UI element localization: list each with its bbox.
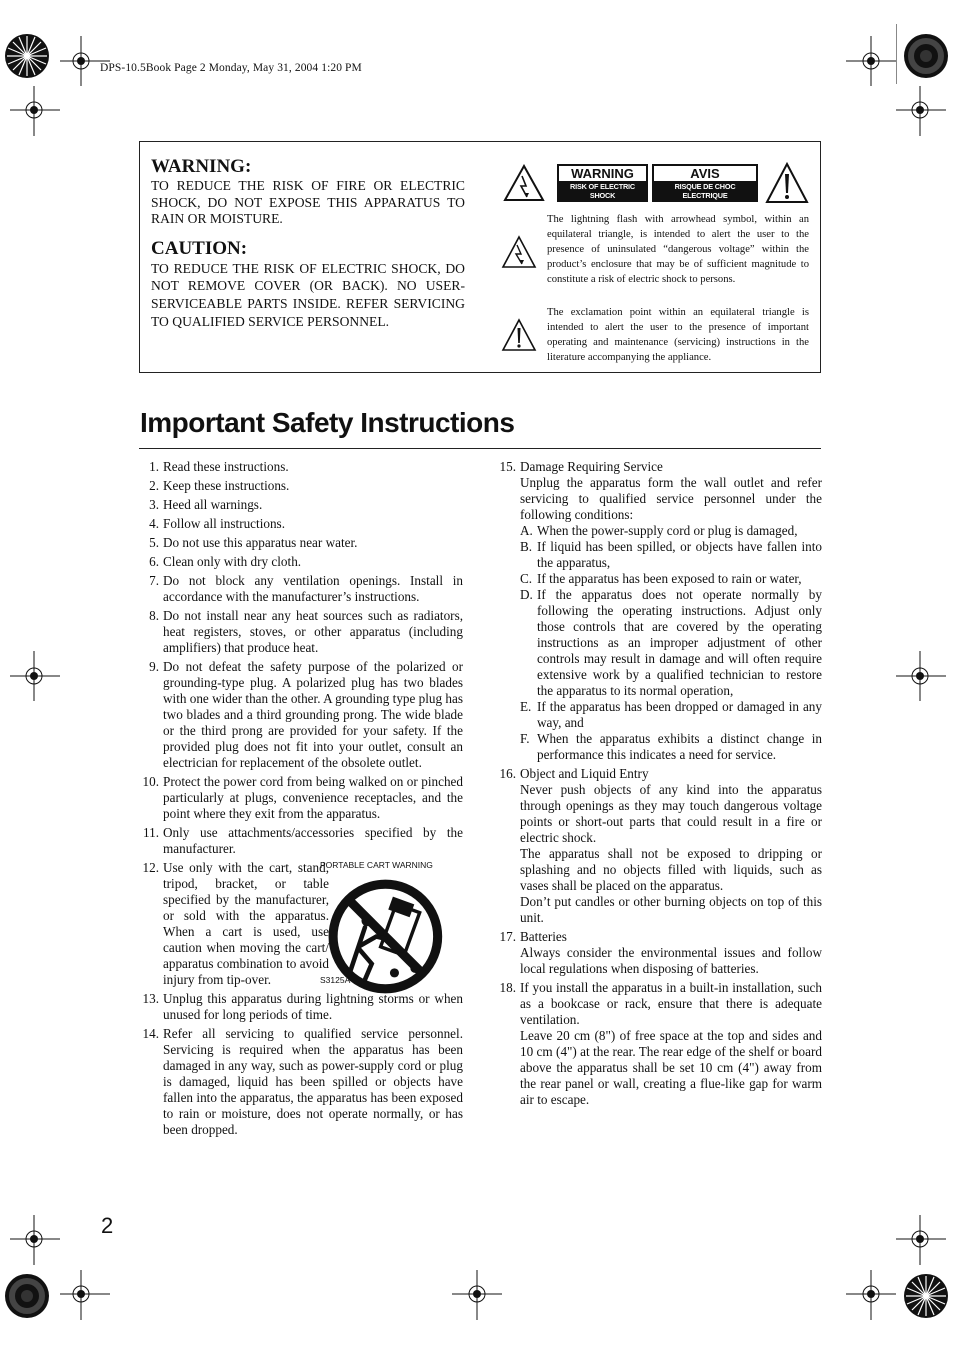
lightning-triangle-icon [503, 164, 545, 202]
print-slug: DPS-10.5Book Page 2 Monday, May 31, 2004 1:20 PM [100, 62, 362, 74]
crosshair-mark-left-middle [10, 651, 60, 701]
item-title: Batteries [520, 929, 567, 944]
item-text: Do not defeat the safety purpose of the polarized or grounding-type plug. A polarized plug has two blades with one wider than the other. A grounding type plug has two blades and a third grounding prong. The wide blade or the third prong are provided for your safety. If the provided plug does not fit into your outlet, consult an electrician for replacement of the obsolete outlet. [163, 659, 463, 770]
list-item [140, 991, 463, 1023]
registration-mark-bottom-left [0, 1268, 60, 1328]
condition-item [520, 571, 822, 587]
warning-label [557, 164, 648, 209]
crosshair-mark-top-right [846, 36, 896, 86]
exclamation-triangle-icon [765, 162, 809, 204]
title-rule [139, 448, 821, 449]
item-text: Unplug this apparatus during lightning storms or when unused for long periods of time. [163, 991, 463, 1022]
crosshair-mark-left-bottom [10, 1215, 60, 1265]
warning-caution-column [151, 156, 465, 330]
list-item [140, 774, 463, 822]
list-item [140, 497, 463, 513]
avis-label-title: AVIS [654, 166, 756, 181]
condition-letter: F. [520, 731, 530, 746]
item-text: Clean only with dry cloth. [163, 554, 302, 569]
item-number: 1. [149, 459, 159, 474]
list-item [140, 1026, 463, 1138]
item-text: Unplug the apparatus form the wall outlet and refer servicing to qualified service personnel under the following conditions: [520, 475, 822, 522]
condition-letter: A. [520, 523, 533, 538]
condition-item [520, 731, 822, 763]
warning-label-line1: RISK OF ELECTRIC SHOCK [570, 182, 635, 200]
item-text: Use only with the cart, stand, tripod, bracket, or table specified by the manufacturer, or sold with the apparatus. When a cart is used, use caution when moving the cart/ apparatus combination to avoid injury from tip-over. [163, 860, 329, 987]
caution-heading: CAUTION: [151, 237, 248, 259]
cart-code: S3125A [320, 975, 351, 985]
item-number: 17. [499, 929, 516, 944]
condition-text: If liquid has been spilled, or objects have fallen into the apparatus, [537, 539, 822, 570]
list-item [140, 478, 463, 494]
item-number: 9. [149, 659, 159, 674]
crosshair-mark-top [60, 36, 110, 86]
lightning-explanation: The lightning flash with arrowhead symbol, within an equilateral triangle, is intended to alert the user to the presence of uninsulated “dangerous voltage” within the product’s enclosure that may be of sufficient magnitude to constitute a risk of electric shock to persons. [547, 214, 809, 285]
exclamation-explanation: The exclamation point within an equilateral triangle is intended to alert the user to the presence of important operating and maintenance (servicing) instructions in the literature accompanying the appliance. [547, 307, 809, 363]
avis-label-line2: NE PAS OUVRIR [677, 200, 733, 209]
list-item [140, 516, 463, 532]
condition-text: When the power-supply cord or plug is damaged, [537, 523, 798, 538]
condition-list [520, 523, 822, 763]
caution-text: TO REDUCE THE RISK OF ELECTRIC SHOCK, DO NOT REMOVE COVER (OR BACK). NO USER-SERVICEABLE PARTS INSIDE. REFER SERVICING TO QUALIFIED SERVICE PERSONNEL. [151, 260, 465, 329]
item-number: 10. [142, 774, 159, 789]
item-number: 18. [499, 980, 516, 995]
condition-letter: D. [520, 587, 533, 602]
item-number: 3. [149, 497, 159, 512]
condition-item [520, 587, 822, 699]
item-paragraph-2: The apparatus shall not be exposed to dripping or splashing and no objects filled with liquids, such as vases shall be placed on the apparatus. [520, 846, 822, 893]
item-text: Keep these instructions. [163, 478, 290, 493]
instructions-list-13-14 [140, 991, 463, 1138]
condition-item [520, 523, 822, 539]
item-number: 14. [142, 1026, 159, 1041]
list-item [140, 573, 463, 605]
list-item [140, 459, 463, 475]
condition-text: If the apparatus has been dropped or damaged in any way, and [537, 699, 822, 730]
item-number: 11. [143, 825, 159, 840]
item-number: 2. [149, 478, 159, 493]
item-number: 5. [149, 535, 159, 550]
warning-box [139, 141, 821, 373]
item-text: Only use attachments/accessories specified by the manufacturer. [163, 825, 463, 856]
item-text: Do not use this apparatus near water. [163, 535, 358, 550]
item-title: Object and Liquid Entry [520, 766, 649, 781]
list-item-15 [497, 459, 822, 763]
condition-letter: B. [520, 539, 533, 554]
item-paragraph-1: If you install the apparatus in a built-in installation, such as a bookcase or rack, ensure that there is adequate ventilation. [520, 980, 822, 1027]
list-item [140, 535, 463, 551]
registration-mark-top-left [0, 24, 60, 84]
item-paragraph-1: Never push objects of any kind into the apparatus through openings as they may touch dangerous voltage points or short-out parts that could result in a fire or electric shock. [520, 782, 822, 845]
crosshair-mark-bottom-center [452, 1270, 502, 1320]
warning-label-line2: DO NOT OPEN [578, 200, 627, 209]
instructions-column-left [140, 459, 463, 1141]
crosshair-mark-bottom-right [846, 1270, 896, 1320]
item-number: 4. [149, 516, 159, 531]
registration-mark-top-right [896, 24, 954, 84]
item-text: Refer all servicing to qualified service personnel. Servicing is required when the apparatus has been damaged in any way, such as power-supply cord or plug is damaged, liquid has been spilled or objects have fallen into the apparatus, the apparatus has been exposed to rain or moisture, does not operate normally, or has been dropped. [163, 1026, 463, 1137]
warning-label-title: WARNING [559, 166, 646, 181]
condition-text: If the apparatus does not operate normally by following the operating instructions. Adjust only those controls that are covered by the operating instructions as an improper adjustment of other controls may result in damage and will often require extensive work by a qualified technician to restore the apparatus to its normal operation, [537, 587, 822, 698]
item-paragraph-1: Always consider the environmental issues and follow local regulations when disposing of batteries. [520, 945, 822, 976]
list-item [140, 659, 463, 771]
page-number: 2 [101, 1213, 114, 1238]
item-number: 16. [499, 766, 516, 781]
item-paragraph-2: Leave 20 cm (8") of free space at the top and sides and 10 cm (4") at the rear. The rear edge of the shelf or board above the apparatus shall be set 10 cm (4") away from the rear panel or wall, creating a flue-like gap for warm air to escape. [520, 1028, 822, 1107]
condition-item [520, 699, 822, 731]
item-paragraph-3: Don’t put candles or other burning objects on top of this unit. [520, 894, 822, 925]
item-text: Protect the power cord from being walked on or pinched particularly at plugs, convenience receptacles, and the point where they exit from the apparatus. [163, 774, 463, 821]
item-text: Do not block any ventilation openings. Install in accordance with the manufacturer’s instructions. [163, 573, 463, 604]
condition-letter: E. [520, 699, 532, 714]
item-number: 13. [142, 991, 159, 1006]
page-title: Important Safety Instructions [140, 407, 515, 438]
avis-label-line1: RISQUE DE CHOC ELECTRIQUE [674, 182, 736, 200]
crosshair-mark-right-bottom [896, 1215, 946, 1265]
crosshair-mark-bottom-left [60, 1270, 110, 1320]
item-number: 8. [149, 608, 159, 623]
list-item-12 [140, 860, 463, 988]
crosshair-mark-right-top [896, 86, 946, 136]
list-item-17 [497, 929, 822, 977]
item-title: Damage Requiring Service [520, 459, 663, 474]
instructions-column-right [497, 459, 822, 1111]
instructions-list-1-11 [140, 459, 463, 857]
avis-label [652, 164, 758, 209]
item-number: 12. [142, 860, 159, 875]
warning-heading: WARNING: [151, 156, 252, 177]
item-text: Follow all instructions. [163, 516, 285, 531]
item-number: 7. [149, 573, 159, 588]
cart-caption: PORTABLE CART WARNING [320, 860, 433, 870]
condition-letter: C. [520, 571, 533, 586]
lightning-triangle-icon-small [501, 235, 537, 269]
warning-text: TO REDUCE THE RISK OF FIRE OR ELECTRIC SHOCK, DO NOT EXPOSE THIS APPARATUS TO RAIN OR MOISTURE. [151, 178, 465, 226]
crosshair-mark-right-middle [896, 651, 946, 701]
item-text: Do not install near any heat sources such as radiators, heat registers, stoves, or other apparatus (including amplifiers) that produce heat. [163, 608, 463, 655]
condition-text: If the apparatus has been exposed to rain or water, [537, 571, 802, 586]
item-number: 6. [149, 554, 159, 569]
list-item [140, 554, 463, 570]
condition-item [520, 539, 822, 571]
list-item [140, 825, 463, 857]
exclamation-triangle-icon-small [501, 318, 537, 352]
item-text: Read these instructions. [163, 459, 289, 474]
item-number: 15. [499, 459, 516, 474]
list-item-16 [497, 766, 822, 926]
list-item [140, 608, 463, 656]
item-text: Heed all warnings. [163, 497, 263, 512]
registration-mark-bottom-right [896, 1268, 954, 1328]
crosshair-mark-left-top [10, 86, 60, 136]
list-item-18 [497, 980, 822, 1108]
condition-text: When the apparatus exhibits a distinct change in performance this indicates a need for service. [537, 731, 822, 762]
